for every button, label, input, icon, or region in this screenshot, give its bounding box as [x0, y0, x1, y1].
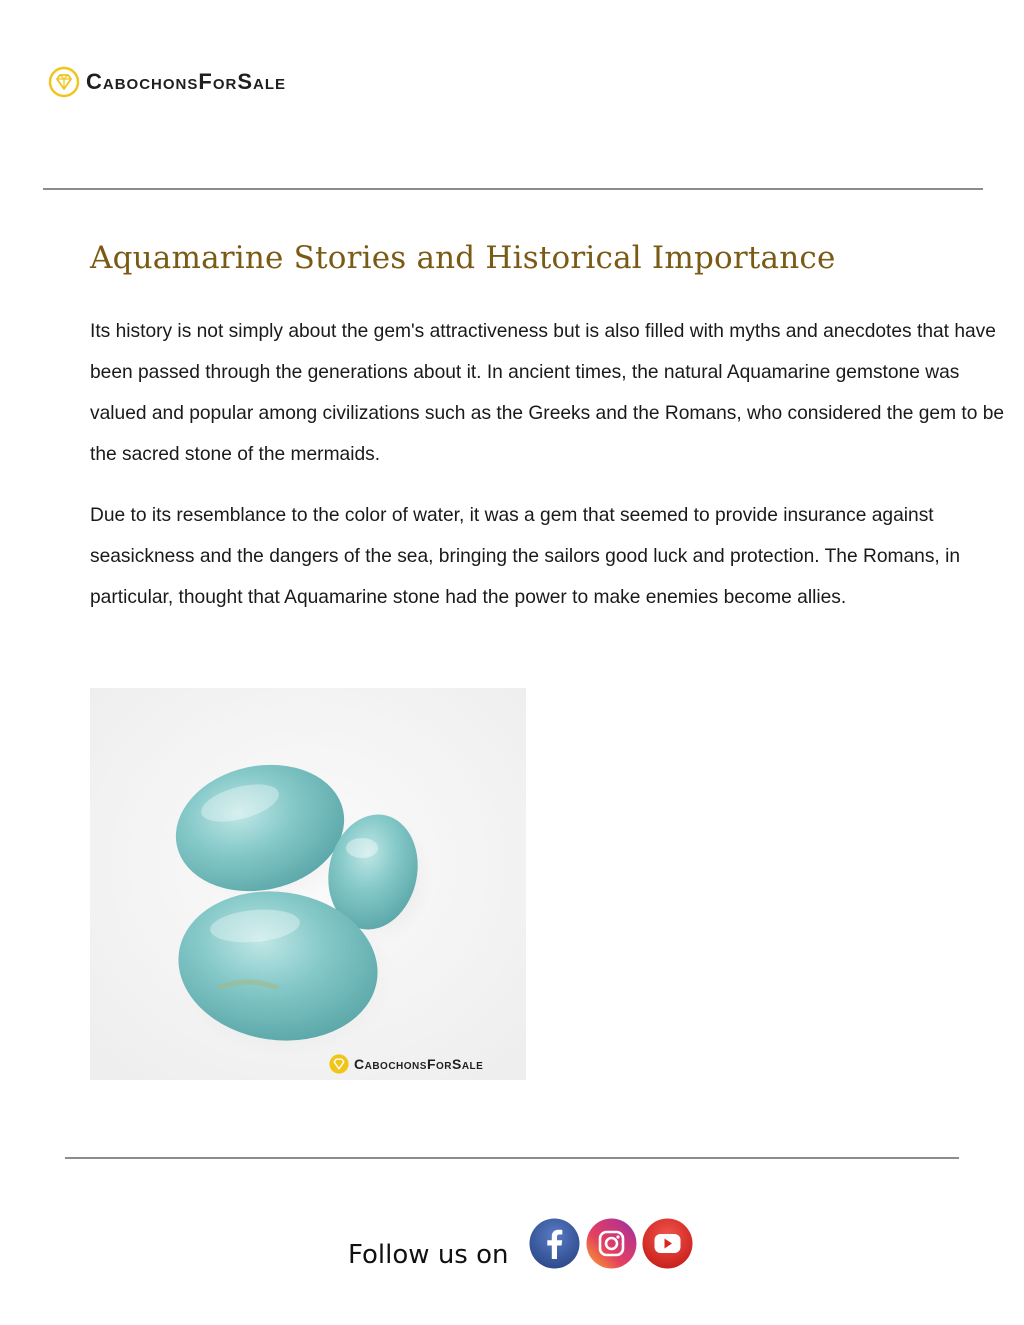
facebook-icon[interactable] — [529, 1218, 580, 1269]
paragraph-1: Its history is not simply about the gem's attractiveness but is also filled with myths and anecdotes that have been passed through the generations about it. In ancient times, the natural Aquamarine gemstone was valued and popular among civilizations such as the Greeks and the Romans, who considered the gem to be the sacred stone of the mermaids. — [90, 321, 1005, 465]
brand-logo[interactable] — [48, 66, 286, 98]
photo-watermark-text: CabochonsForSale — [354, 1056, 484, 1072]
diamond-logo-icon — [48, 66, 80, 98]
aquamarine-cabochons-photo — [90, 688, 526, 1080]
instagram-icon[interactable] — [586, 1218, 637, 1269]
article-title: Aquamarine Stories and Historical Importance — [90, 240, 836, 276]
footer-divider — [65, 1157, 959, 1159]
header-divider — [43, 188, 983, 190]
follow-us-label: Follow us on — [348, 1240, 509, 1270]
paragraph-2: Due to its resemblance to the color of water, it was a gem that seemed to provide insurance against seasickness and the dangers of the sea, bringing the sailors good luck and protection. The Romans, in particular, thought that Aquamarine stone had the power to make enemies become allies. — [90, 505, 961, 608]
diamond-logo-icon — [328, 1053, 350, 1075]
photo-watermark — [328, 1053, 483, 1075]
article-body — [90, 311, 1005, 638]
youtube-icon[interactable] — [642, 1218, 693, 1269]
brand-name: CabochonsForSale — [86, 69, 287, 94]
